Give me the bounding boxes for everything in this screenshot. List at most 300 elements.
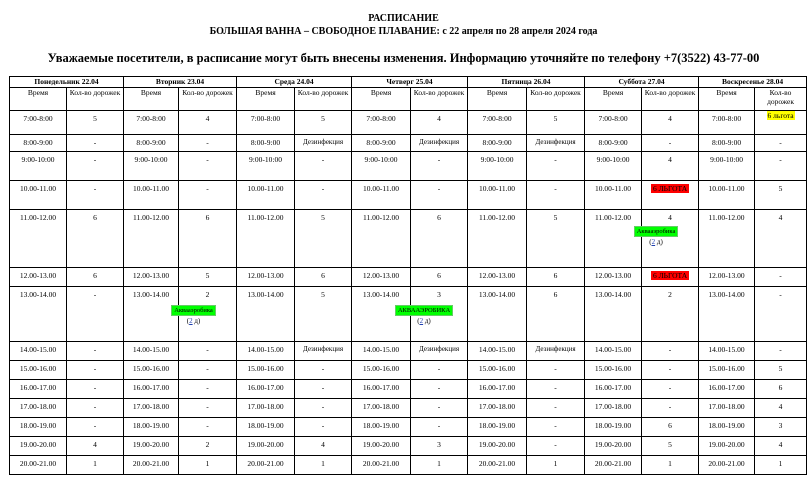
- time-value: 12.00-13.00: [594, 271, 632, 280]
- schedule-row: [10, 287, 807, 342]
- lanes-cell: [179, 152, 237, 181]
- lanes-value: 4: [205, 114, 210, 123]
- lanes-cell: [411, 342, 468, 361]
- lanes-cell: [67, 181, 124, 210]
- lanes-column-header: Кол-во дорожек: [642, 88, 699, 111]
- lanes-cell: [755, 418, 807, 437]
- time-cell: [237, 152, 295, 181]
- time-cell: [10, 437, 67, 456]
- lanes-value: 5: [321, 213, 325, 222]
- lanes-value: 6: [668, 421, 672, 430]
- time-value: 16.00-17.00: [594, 383, 632, 392]
- subtitle-dates: с 22 апреля по 28 апреля 2024 года: [439, 26, 598, 37]
- lanes-cell: [755, 342, 807, 361]
- time-value: 8:00-9:00: [250, 138, 281, 147]
- lanes-note: [152, 317, 235, 325]
- time-value: 11.00-12.00: [247, 213, 284, 222]
- lanes-value: 6: [437, 213, 441, 222]
- day-header-row: [10, 77, 807, 88]
- time-cell: [10, 111, 67, 135]
- lanes-cell: [642, 456, 699, 475]
- lanes-value: 1: [553, 459, 558, 468]
- time-cell: [699, 456, 755, 475]
- schedule-row: [10, 181, 807, 210]
- lanes-value: 6: [93, 271, 97, 280]
- lanes-cell: [179, 418, 237, 437]
- lanes-value: 6: [321, 271, 325, 280]
- time-value: 7:00-8:00: [598, 114, 628, 123]
- time-cell: [585, 181, 642, 210]
- lanes-cell: [411, 181, 468, 210]
- time-value: 20.00-21.00: [478, 459, 516, 468]
- time-cell: [468, 135, 527, 152]
- lanes-value: -: [93, 364, 97, 373]
- time-value: 18.00-19.00: [247, 421, 284, 430]
- time-cell: [352, 210, 411, 268]
- time-cell: [585, 287, 642, 342]
- time-value: 16.00-17.00: [478, 383, 516, 392]
- time-value: 18.00-19.00: [19, 421, 57, 430]
- lanes-value: 4: [668, 155, 672, 164]
- note-lanes-link[interactable]: 2: [189, 317, 193, 325]
- lanes-cell: [295, 361, 352, 380]
- time-value: 12.00-13.00: [132, 271, 170, 280]
- lanes-cell: [642, 181, 699, 210]
- lanes-cell: [527, 380, 585, 399]
- lanes-cell: [642, 380, 699, 399]
- time-value: 11.00-12.00: [363, 213, 399, 222]
- time-cell: [468, 342, 527, 361]
- lanes-cell: [642, 437, 699, 456]
- lanes-value: -: [779, 155, 782, 164]
- lanes-value: -: [93, 138, 97, 147]
- disinfection-label: Дезинфекция: [535, 138, 576, 146]
- time-value: 14.00-15.00: [708, 345, 745, 354]
- time-cell: [352, 135, 411, 152]
- lanes-cell: [295, 380, 352, 399]
- time-value: 15.00-16.00: [132, 364, 170, 373]
- time-value: 9:00-10:00: [21, 155, 55, 164]
- lanes-cell: [179, 181, 237, 210]
- time-cell: [699, 152, 755, 181]
- lanes-cell: [411, 210, 468, 268]
- lanes-column-header: Кол-во дорожек: [67, 88, 124, 111]
- lanes-cell: [67, 135, 124, 152]
- lanes-value: 4: [93, 440, 97, 449]
- time-value: 13.00-14.00: [594, 290, 632, 299]
- time-cell: [124, 152, 179, 181]
- note-lanes-link[interactable]: 2: [419, 317, 424, 325]
- lanes-cell: [67, 380, 124, 399]
- schedule-row: [10, 111, 807, 135]
- time-cell: [585, 111, 642, 135]
- lanes-value: -: [206, 421, 209, 430]
- time-cell: [237, 399, 295, 418]
- time-cell: [699, 268, 755, 287]
- lanes-value: -: [321, 402, 325, 411]
- time-value: 11.00-12.00: [479, 213, 516, 222]
- time-cell: [699, 437, 755, 456]
- lanes-cell: [411, 111, 468, 135]
- lanes-value: 3: [437, 440, 441, 449]
- time-cell: [585, 437, 642, 456]
- lanes-value: -: [93, 155, 97, 164]
- lanes-value: 5: [321, 290, 325, 299]
- time-cell: [699, 135, 755, 152]
- time-value: 19.00-20.00: [247, 440, 284, 449]
- lanes-value: -: [668, 345, 672, 354]
- time-cell: [10, 456, 67, 475]
- time-value: 13.00-14.00: [247, 290, 284, 299]
- lanes-cell: [527, 399, 585, 418]
- time-value: 7:00-8:00: [23, 114, 53, 123]
- notice-text: Уважаемые посетители, в расписание могут быть внесены изменения. Информацию уточняйте по телефону +7(3522) 43-77-00: [47, 51, 760, 65]
- time-cell: [585, 342, 642, 361]
- time-value: 14.00-15.00: [247, 345, 284, 354]
- lanes-value: 5: [205, 271, 210, 280]
- time-value: 7:00-8:00: [366, 114, 396, 123]
- schedule-row: [10, 268, 807, 287]
- lanes-cell: [179, 380, 237, 399]
- time-value: 18.00-19.00: [132, 421, 170, 430]
- time-cell: [10, 287, 67, 342]
- time-value: 7:00-8:00: [482, 114, 512, 123]
- lanes-value: -: [554, 383, 557, 392]
- lanes-cell: [527, 152, 585, 181]
- lanes-value: 6: [205, 213, 210, 222]
- time-value: 10.00-11.00: [247, 184, 284, 193]
- lanes-cell: [527, 418, 585, 437]
- lanes-cell: [755, 135, 807, 152]
- time-column-header: Время: [468, 88, 527, 111]
- time-cell: [124, 342, 179, 361]
- lanes-cell: [527, 456, 585, 475]
- time-value: 7:00-8:00: [136, 114, 166, 123]
- lanes-value: 2: [205, 440, 210, 449]
- day-header: Вторник 23.04: [124, 77, 237, 88]
- lanes-cell: [295, 456, 352, 475]
- schedule-row: [10, 135, 807, 152]
- disinfection-label: Дезинфекция: [302, 345, 344, 353]
- time-cell: [124, 437, 179, 456]
- time-value: 20.00-21.00: [132, 459, 170, 468]
- lanes-cell: [642, 152, 699, 181]
- lanes-column-header: Кол-во дорожек: [179, 88, 237, 111]
- lanes-value: -: [206, 364, 209, 373]
- lanes-value: 4: [778, 213, 783, 222]
- lanes-value: -: [321, 421, 325, 430]
- lanes-column-header: Кол-во дорожек: [755, 88, 807, 111]
- time-value: 10.00-11.00: [20, 184, 56, 193]
- time-value: 13.00-14.00: [478, 290, 516, 299]
- lgota-badge: 6 ЛЬГОТА: [652, 271, 688, 280]
- time-cell: [585, 135, 642, 152]
- time-cell: [10, 210, 67, 268]
- lanes-value: -: [668, 138, 672, 147]
- lanes-cell: [295, 437, 352, 456]
- time-value: 20.00-21.00: [247, 459, 284, 468]
- time-cell: [699, 342, 755, 361]
- time-value: 9:00-10:00: [596, 155, 630, 164]
- time-cell: [10, 418, 67, 437]
- lanes-value: 4: [437, 114, 441, 123]
- disinfection-label: Дезинфекция: [418, 345, 460, 353]
- time-cell: [124, 111, 179, 135]
- time-value: 14.00-15.00: [478, 345, 516, 354]
- lanes-value: -: [93, 290, 97, 299]
- time-value: 8:00-9:00: [711, 138, 742, 147]
- time-cell: [352, 268, 411, 287]
- time-cell: [124, 135, 179, 152]
- lanes-value: 6: [93, 213, 97, 222]
- lanes-cell: [527, 437, 585, 456]
- lanes-value: 5: [93, 114, 97, 123]
- time-value: 10.00-11.00: [595, 184, 632, 193]
- time-value: 19.00-20.00: [19, 440, 57, 449]
- time-value: 16.00-17.00: [132, 383, 170, 392]
- time-cell: [468, 111, 527, 135]
- lanes-value: -: [668, 383, 672, 392]
- time-value: 11.00-12.00: [133, 213, 169, 222]
- lanes-value: -: [206, 383, 209, 392]
- time-cell: [124, 456, 179, 475]
- page-subtitle: [0, 25, 807, 38]
- lanes-cell: [755, 181, 807, 210]
- time-value: 8:00-9:00: [136, 138, 166, 147]
- lanes-value: -: [668, 402, 672, 411]
- lanes-cell: [411, 380, 468, 399]
- lanes-cell: [295, 342, 352, 361]
- lanes-cell: [527, 135, 585, 152]
- lanes-value: 3: [778, 421, 783, 430]
- time-value: 15.00-16.00: [19, 364, 57, 373]
- time-value: 16.00-17.00: [19, 383, 57, 392]
- lanes-cell: [67, 456, 124, 475]
- time-cell: [699, 210, 755, 268]
- lanes-cell: [642, 361, 699, 380]
- time-cell: [237, 268, 295, 287]
- time-cell: [585, 361, 642, 380]
- lanes-value: 5: [553, 114, 558, 123]
- time-value: 18.00-19.00: [594, 421, 632, 430]
- time-value: 12.00-13.00: [19, 271, 57, 280]
- time-value: 15.00-16.00: [362, 364, 400, 373]
- lanes-cell: [642, 342, 699, 361]
- lanes-cell: [67, 152, 124, 181]
- time-cell: [585, 268, 642, 287]
- lgota-highlight-yellow: 6 льгота: [767, 111, 794, 120]
- lanes-value: 1: [205, 459, 210, 468]
- schedule-row: [10, 342, 807, 361]
- lanes-value: -: [206, 138, 209, 147]
- subtitle-pool-name: БОЛЬШАЯ ВАННА – СВОБОДНОЕ ПЛАВАНИЕ:: [209, 26, 440, 37]
- time-value: 17.00-18.00: [478, 402, 516, 411]
- disinfection-label: Дезинфекция: [535, 345, 576, 353]
- time-cell: [237, 361, 295, 380]
- lanes-value: -: [321, 383, 325, 392]
- time-column-header: Время: [352, 88, 411, 111]
- lanes-cell: [67, 342, 124, 361]
- time-value: 17.00-18.00: [132, 402, 170, 411]
- lanes-cell: [755, 361, 807, 380]
- lanes-cell: [411, 418, 468, 437]
- time-value: 8:00-9:00: [598, 138, 628, 147]
- schedule-row: [10, 210, 807, 268]
- lanes-value: 6: [553, 271, 558, 280]
- lanes-value: 6: [437, 271, 441, 280]
- lanes-cell: [295, 111, 352, 135]
- schedule-row: [10, 399, 807, 418]
- time-cell: [585, 399, 642, 418]
- time-value: 14.00-15.00: [594, 345, 632, 354]
- lanes-value: -: [206, 345, 209, 354]
- time-cell: [124, 380, 179, 399]
- lanes-column-header: Кол-во дорожек: [527, 88, 585, 111]
- time-value: 20.00-21.00: [362, 459, 400, 468]
- time-value: 10.00-11.00: [479, 184, 516, 193]
- time-value: 17.00-18.00: [19, 402, 57, 411]
- lanes-cell: [295, 181, 352, 210]
- lanes-value: 1: [778, 459, 783, 468]
- time-value: 8:00-9:00: [482, 138, 512, 147]
- lanes-cell: [755, 152, 807, 181]
- time-cell: [468, 287, 527, 342]
- time-cell: [468, 456, 527, 475]
- time-value: 13.00-14.00: [362, 290, 400, 299]
- lanes-value: -: [554, 440, 557, 449]
- time-cell: [237, 135, 295, 152]
- time-cell: [585, 418, 642, 437]
- lanes-value: -: [554, 184, 557, 193]
- lanes-cell: [755, 456, 807, 475]
- note-open: (: [417, 317, 420, 325]
- time-cell: [124, 418, 179, 437]
- lanes-value: 2: [668, 290, 672, 299]
- lanes-value: -: [437, 155, 441, 164]
- time-value: 13.00-14.00: [708, 290, 745, 299]
- day-header: Среда 24.04: [237, 77, 352, 88]
- lanes-cell: [527, 361, 585, 380]
- lanes-cell: [411, 268, 468, 287]
- time-cell: [699, 111, 755, 135]
- time-cell: [10, 268, 67, 287]
- lanes-note: [615, 238, 697, 246]
- time-value: 14.00-15.00: [132, 345, 170, 354]
- time-value: 14.00-15.00: [19, 345, 57, 354]
- lanes-cell: [636, 210, 699, 268]
- lanes-cell: [179, 456, 237, 475]
- time-value: 9:00-10:00: [710, 155, 743, 164]
- time-value: 20.00-21.00: [594, 459, 632, 468]
- schedule-row: [10, 437, 807, 456]
- time-value: 19.00-20.00: [708, 440, 745, 449]
- lanes-value: 5: [668, 440, 672, 449]
- time-cell: [10, 380, 67, 399]
- lanes-cell: [179, 135, 237, 152]
- day-header: Воскресенье 28.04: [699, 77, 807, 88]
- schedule-row: [10, 380, 807, 399]
- time-value: 12.00-13.00: [362, 271, 400, 280]
- lgota-highlight: [643, 268, 697, 280]
- time-value: 8:00-9:00: [23, 138, 53, 147]
- time-cell: [237, 181, 295, 210]
- time-value: 12.00-13.00: [247, 271, 284, 280]
- lanes-cell: [295, 152, 352, 181]
- lanes-cell: [67, 111, 124, 135]
- time-value: 16.00-17.00: [247, 383, 284, 392]
- lanes-cell: [295, 210, 352, 268]
- aqua-aerobics-badge: Аквааэробика: [171, 305, 216, 316]
- time-value: 17.00-18.00: [594, 402, 632, 411]
- lanes-value: 2: [205, 290, 210, 299]
- lanes-value: -: [93, 184, 97, 193]
- lanes-cell: [411, 456, 468, 475]
- time-value: 11.00-12.00: [708, 213, 745, 222]
- aqua-aerobics-badge: АКВААЭРОБИКА: [395, 305, 453, 316]
- lanes-cell: [642, 418, 699, 437]
- lanes-cell: [642, 268, 699, 287]
- time-cell: [352, 418, 411, 437]
- time-cell: [124, 268, 179, 287]
- time-cell: [352, 152, 411, 181]
- time-value: 10.00-11.00: [363, 184, 399, 193]
- lanes-cell: [411, 361, 468, 380]
- day-header: Суббота 27.04: [585, 77, 699, 88]
- time-cell: [124, 361, 179, 380]
- time-cell: [10, 399, 67, 418]
- time-cell: [585, 152, 642, 181]
- lanes-cell: [295, 268, 352, 287]
- lanes-cell: [179, 399, 237, 418]
- lanes-value: -: [321, 155, 325, 164]
- note-lanes-link[interactable]: 2: [651, 238, 656, 246]
- lanes-cell: [67, 399, 124, 418]
- time-cell: [10, 342, 67, 361]
- lanes-cell: [642, 135, 699, 152]
- time-cell: [468, 380, 527, 399]
- time-cell: [237, 210, 295, 268]
- time-value: 20.00-21.00: [708, 459, 745, 468]
- time-cell: [352, 342, 411, 361]
- note-close: д): [655, 238, 663, 246]
- time-value: 7:00-8:00: [250, 114, 281, 123]
- note-close: д): [192, 317, 201, 325]
- page-title: РАСПИСАНИЕ: [368, 13, 439, 24]
- time-value: 11.00-12.00: [595, 213, 632, 222]
- time-value: 15.00-16.00: [594, 364, 632, 373]
- lanes-value: -: [206, 184, 209, 193]
- lanes-cell: [179, 361, 237, 380]
- lanes-note: [382, 317, 466, 325]
- time-cell: [468, 268, 527, 287]
- lanes-cell: [642, 399, 699, 418]
- lanes-value: -: [554, 421, 557, 430]
- time-value: 20.00-21.00: [19, 459, 57, 468]
- time-value: 9:00-10:00: [249, 155, 282, 164]
- lanes-value: -: [437, 184, 441, 193]
- time-value: 17.00-18.00: [362, 402, 400, 411]
- time-cell: [468, 437, 527, 456]
- time-value: 9:00-10:00: [134, 155, 168, 164]
- lanes-value: -: [779, 138, 782, 147]
- disinfection-label: Дезинфекция: [302, 138, 344, 146]
- time-value: 17.00-18.00: [247, 402, 284, 411]
- time-value: 10.00-11.00: [708, 184, 745, 193]
- lanes-value: -: [93, 421, 97, 430]
- lanes-value: -: [437, 421, 441, 430]
- schedule-row: [10, 418, 807, 437]
- schedule-row: [10, 361, 807, 380]
